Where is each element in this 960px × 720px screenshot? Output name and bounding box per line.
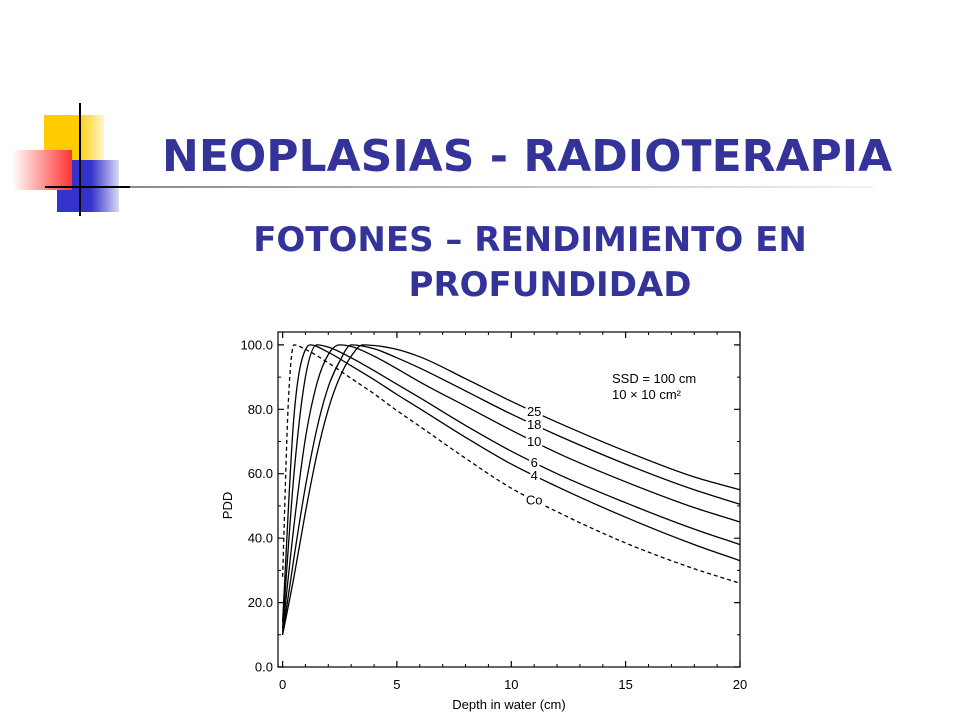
decor-red-bar xyxy=(12,150,72,190)
decor-horizontal-line xyxy=(45,186,130,188)
y-tick-label: 60.0 xyxy=(247,466,273,482)
x-tick-label: 10 xyxy=(504,677,519,692)
x-tick-label: 20 xyxy=(732,677,748,692)
y-tick-label: 100.0 xyxy=(240,337,273,353)
slide-title: NEOPLASIAS - RADIOTERAPIA xyxy=(162,131,893,182)
y-tick-label: 20.0 xyxy=(247,595,273,611)
y-tick-label: 80.0 xyxy=(247,401,273,417)
ssd-annotation: SSD = 100 cm xyxy=(612,371,697,386)
title-underline xyxy=(128,186,873,188)
series-label-18: 18 xyxy=(526,417,542,433)
pdd-chart-svg xyxy=(200,320,760,720)
x-axis-label: Depth in water (cm) xyxy=(452,697,566,712)
series-label-6: 6 xyxy=(530,455,538,470)
series-label-10: 10 xyxy=(526,434,542,449)
y-axis-label: PDD xyxy=(220,491,235,520)
y-tick-label: 40.0 xyxy=(247,530,273,546)
pdd-chart xyxy=(200,320,760,720)
slide-subtitle-line: PROFUNDIDAD xyxy=(408,265,692,305)
x-tick-label: 5 xyxy=(393,677,401,692)
y-tick-label: 0.0 xyxy=(254,659,273,675)
decor-vertical-line xyxy=(79,103,81,216)
x-tick-label: 0 xyxy=(278,677,287,692)
field-size-annotation: 10 × 10 cm² xyxy=(612,387,682,402)
slide-subtitle-line: FOTONES – RENDIMIENTO EN xyxy=(253,220,807,260)
series-label-co: Co xyxy=(525,492,543,508)
series-label-25: 25 xyxy=(526,404,542,420)
x-tick-label: 15 xyxy=(618,677,633,692)
series-label-4: 4 xyxy=(530,467,538,483)
